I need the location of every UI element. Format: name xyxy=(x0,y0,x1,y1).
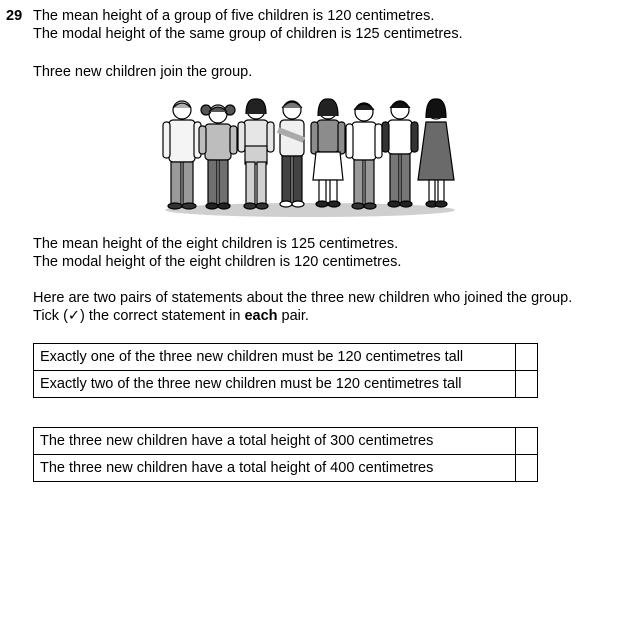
question-number: 29 xyxy=(6,8,23,24)
instruction-bold: each xyxy=(244,308,278,324)
children-illustration xyxy=(160,96,455,220)
child-4-figure xyxy=(278,101,304,207)
child-5-figure xyxy=(311,99,345,207)
tick-box-2a[interactable] xyxy=(516,428,538,455)
table-row xyxy=(34,344,538,371)
statement-1b: Exactly two of the three new children must be 120 centimetres tall xyxy=(34,371,516,398)
child-3-figure xyxy=(238,99,274,209)
tick-box-2b[interactable] xyxy=(516,455,538,482)
table-row xyxy=(34,455,538,482)
instruction-prefix: Tick (✓) the correct statement in xyxy=(33,308,245,324)
tick-box-1b[interactable] xyxy=(516,371,538,398)
child-2-figure xyxy=(199,105,237,209)
statement-2a: The three new children have a total height of 300 centimetres xyxy=(34,428,516,455)
statement-2b: The three new children have a total height of 400 centimetres xyxy=(34,455,516,482)
instruction-line-1: Here are two pairs of statements about the three new children who joined the group. xyxy=(33,290,573,306)
after-line-2: The modal height of the eight children is 120 centimetres. xyxy=(33,254,402,270)
tick-box-1a[interactable] xyxy=(516,344,538,371)
instruction-suffix: pair. xyxy=(277,308,309,324)
join-text: Three new children join the group. xyxy=(33,64,253,80)
statement-1a: Exactly one of the three new children must be 120 centimetres tall xyxy=(34,344,516,371)
instruction-line-2 xyxy=(33,307,309,325)
table-row xyxy=(34,371,538,398)
statement-pair-2 xyxy=(33,427,538,482)
after-line-1: The mean height of the eight children is 125 centimetres. xyxy=(33,236,399,252)
child-6-figure xyxy=(346,103,382,209)
intro-line-1: The mean height of a group of five children is 120 centimetres. xyxy=(33,8,435,24)
statement-pair-1 xyxy=(33,343,538,398)
intro-line-2: The modal height of the same group of children is 125 centimetres. xyxy=(33,26,463,42)
table-row xyxy=(34,428,538,455)
child-8-figure xyxy=(418,99,454,207)
child-1-figure xyxy=(163,101,201,209)
child-7-figure xyxy=(382,101,418,207)
